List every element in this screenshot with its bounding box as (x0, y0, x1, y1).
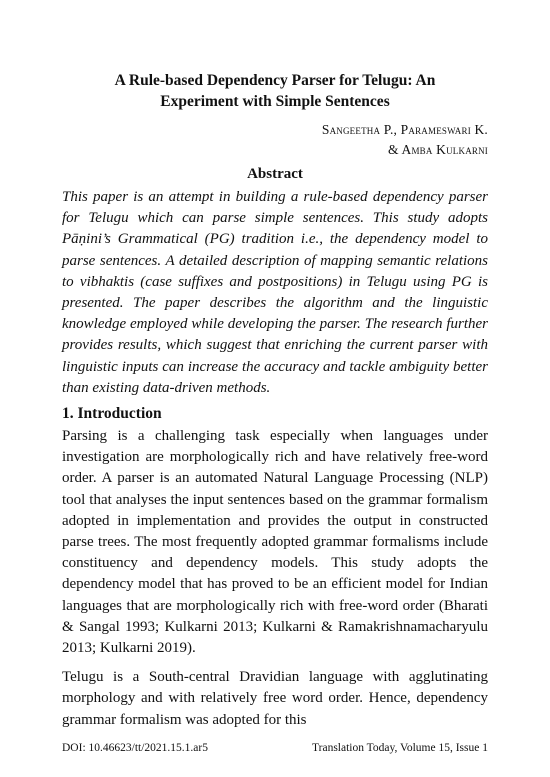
title-line-1: A Rule-based Dependency Parser for Telugu: An (114, 72, 436, 89)
title-line-2: Experiment with Simple Sentences (160, 93, 390, 110)
authors-line-1: Sangeetha P., Parameswari K. (321, 122, 488, 137)
paper-page (62, 70, 488, 739)
section-heading-introduction: 1. Introduction (62, 405, 162, 423)
paper-title (62, 70, 488, 112)
abstract-heading: Abstract (247, 166, 303, 182)
footer-doi: DOI: 10.46623/tt/2021.15.1.ar5 (62, 742, 208, 754)
body-paragraph: Telugu is a South-central Dravidian language with agglutinating morphology and with relatively free word order. Hence, dependency grammar formalism was adopted for this (62, 669, 488, 728)
body-paragraph: Parsing is a challenging task especially when languages under investigation are morphologically rich and have relatively free-word order. A parser is an automated Natural Language Processing (NLP) tool that analyses the input sentences based on the grammar formalism adopted in implementation and provides the output in constructed parse trees. The most frequently adopted grammar formalisms include constituency and dependency models. This study adopts the dependency model that has proved to be an efficient model for Indian languages that are morphologically rich with free-word order (Bharati & Sangal 1993; Kulkarni 2013; Kulkarni & Ramakrishnamacharyulu 2013; Kulkarni 2019). (62, 428, 488, 657)
abstract-text: This paper is an attempt in building a rule-based dependency parser for Telugu which can parse simple sentences. This study adopts Pāṇini’s Grammatical (PG) tradition i.e., the dependency model to parse sentences. A detailed description of mapping semantic relations to vibhaktis (case suffixes and postpositions) in Telugu using PG is presented. The paper describes the algorithm and the linguistic knowledge employed while developing the parser. The research further provides results, which suggest that enriching the current parser with linguistic inputs can increase the accuracy and tackle ambiguity better than existing data-driven methods. (62, 189, 488, 396)
author-list (62, 120, 488, 160)
footer-journal: Translation Today, Volume 15, Issue 1 (312, 742, 488, 754)
page-footer (62, 742, 488, 754)
authors-line-2: & Amba Kulkarni (387, 142, 488, 157)
